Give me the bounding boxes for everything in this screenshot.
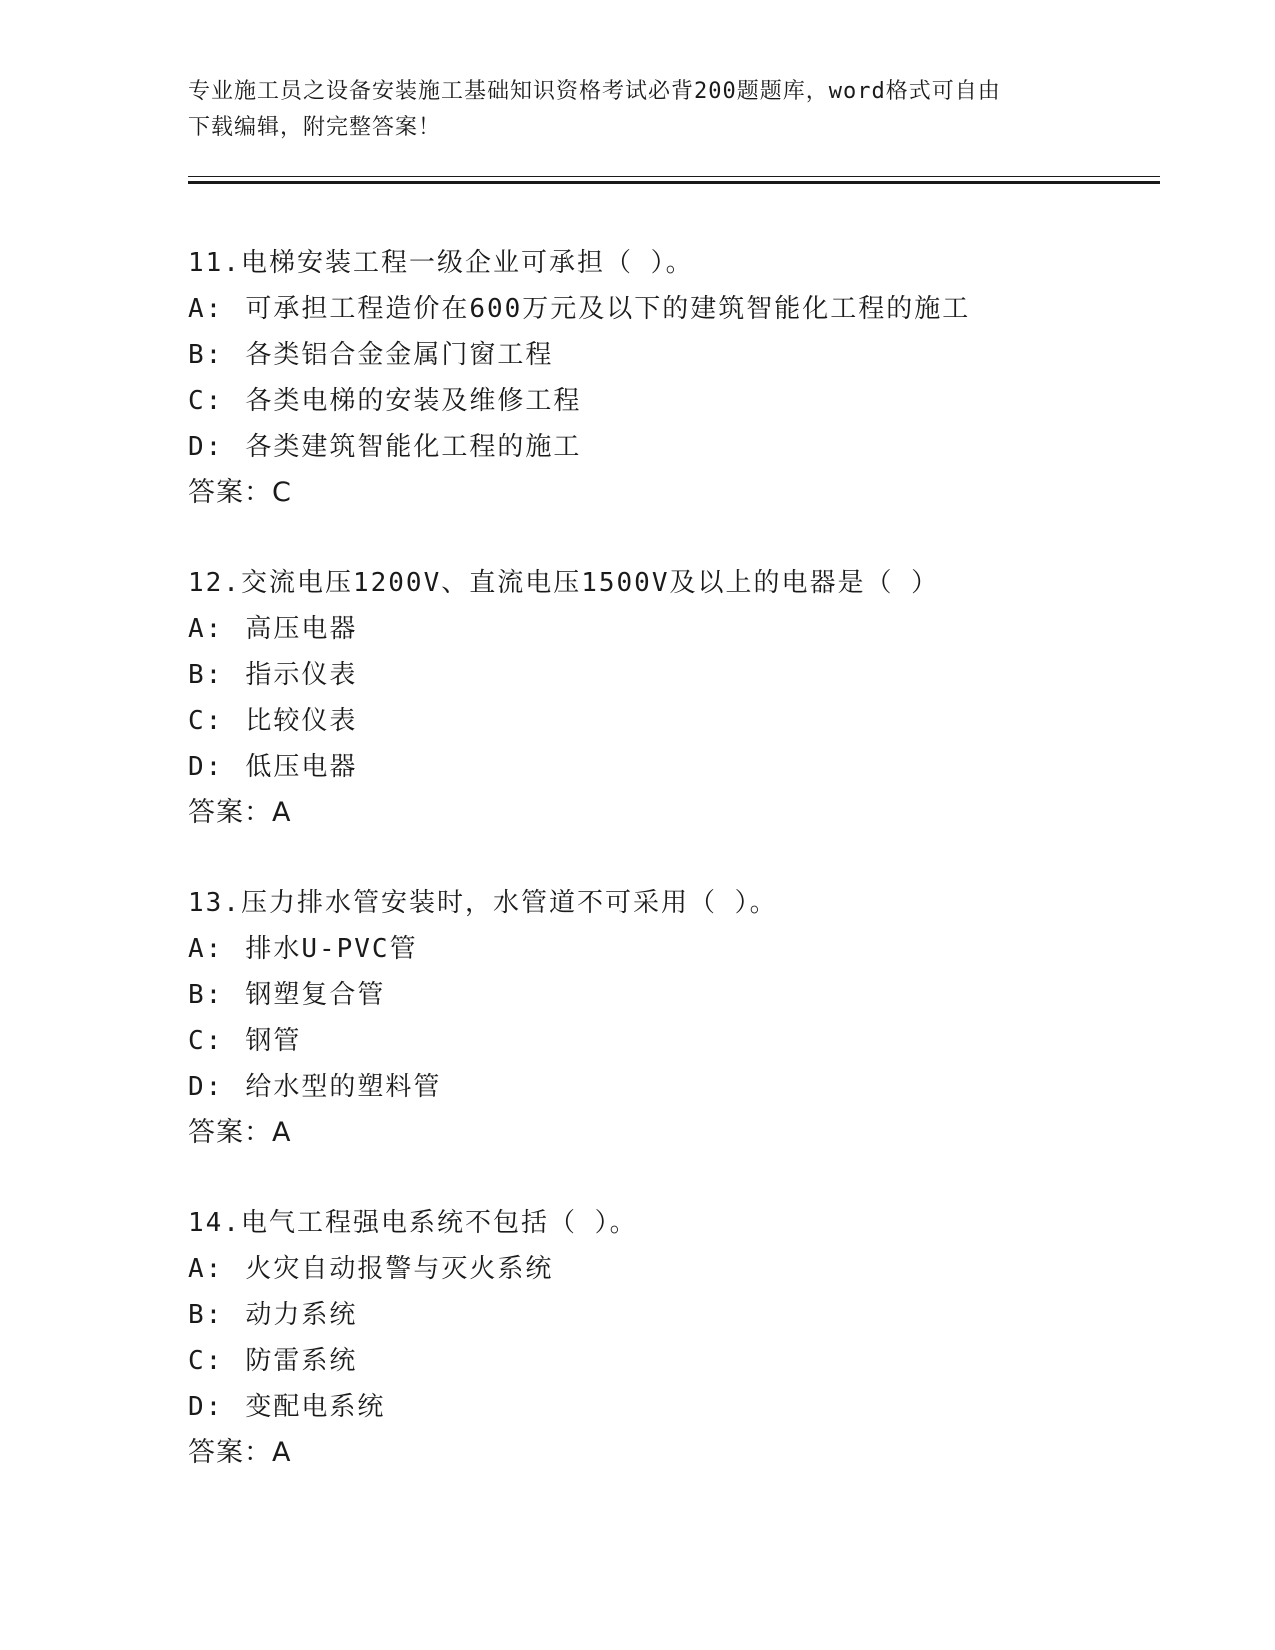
option-text: 低压电器 xyxy=(245,752,358,782)
option-text: 钢塑复合管 xyxy=(245,980,386,1010)
option-a xyxy=(188,926,1188,972)
option-text: 变配电系统 xyxy=(245,1392,386,1422)
question-14 xyxy=(188,1200,1188,1476)
option-c xyxy=(188,698,1188,744)
option-text: 火灾自动报警与灭火系统 xyxy=(245,1254,554,1284)
option-letter: C: xyxy=(188,706,224,736)
option-text: 可承担工程造价在600万元及以下的建筑智能化工程的施工 xyxy=(245,294,971,324)
option-letter: B: xyxy=(188,660,224,690)
option-letter: A: xyxy=(188,614,224,644)
header-divider-thick xyxy=(188,181,1160,184)
option-text: 各类电梯的安装及维修工程 xyxy=(245,386,582,416)
option-text: 指示仪表 xyxy=(245,660,358,690)
option-text: 动力系统 xyxy=(245,1300,358,1330)
option-letter: B: xyxy=(188,340,224,370)
header-divider-thin xyxy=(188,176,1160,177)
answer-line: 答案：A xyxy=(188,797,292,828)
option-b xyxy=(188,652,1188,698)
option-text: 给水型的塑料管 xyxy=(245,1072,442,1102)
option-letter: B: xyxy=(188,1300,224,1330)
document-header xyxy=(188,74,1088,146)
option-letter: C: xyxy=(188,386,224,416)
question-stem: 12.交流电压1200V、直流电压1500V及以上的电器是（ ） xyxy=(188,568,940,598)
option-text: 各类建筑智能化工程的施工 xyxy=(245,432,582,462)
option-text: 比较仪表 xyxy=(245,706,358,736)
option-b xyxy=(188,1292,1188,1338)
header-line-2: 下载编辑，附完整答案！ xyxy=(188,115,442,140)
answer-line: 答案：A xyxy=(188,1117,292,1148)
answer-line: 答案：A xyxy=(188,1437,292,1468)
option-d xyxy=(188,1384,1188,1430)
option-letter: C: xyxy=(188,1026,224,1056)
option-text: 防雷系统 xyxy=(245,1346,358,1376)
option-c xyxy=(188,1018,1188,1064)
option-a xyxy=(188,286,1188,332)
question-stem: 13.压力排水管安装时，水管道不可采用（ ）。 xyxy=(188,888,778,918)
option-letter: B: xyxy=(188,980,224,1010)
option-c xyxy=(188,378,1188,424)
question-13 xyxy=(188,880,1188,1156)
option-text: 各类铝合金金属门窗工程 xyxy=(245,340,554,370)
option-text: 钢管 xyxy=(245,1026,302,1056)
option-text: 排水U-PVC管 xyxy=(245,934,418,964)
option-letter: D: xyxy=(188,432,224,462)
option-b xyxy=(188,332,1188,378)
option-letter: C: xyxy=(188,1346,224,1376)
answer-line: 答案：C xyxy=(188,477,292,508)
option-letter: A: xyxy=(188,934,224,964)
option-a xyxy=(188,606,1188,652)
option-letter: D: xyxy=(188,752,224,782)
option-c xyxy=(188,1338,1188,1384)
option-a xyxy=(188,1246,1188,1292)
option-b xyxy=(188,972,1188,1018)
option-d xyxy=(188,1064,1188,1110)
option-letter: D: xyxy=(188,1392,224,1422)
question-stem: 11.电梯安装工程一级企业可承担（ ）。 xyxy=(188,248,694,278)
header-line-1: 专业施工员之设备安装施工基础知识资格考试必背200题题库，word格式可自由 xyxy=(188,79,1001,104)
option-d xyxy=(188,424,1188,470)
question-12 xyxy=(188,560,1188,836)
option-letter: D: xyxy=(188,1072,224,1102)
question-11 xyxy=(188,240,1188,516)
option-text: 高压电器 xyxy=(245,614,358,644)
option-d xyxy=(188,744,1188,790)
question-stem: 14.电气工程强电系统不包括（ ）。 xyxy=(188,1208,638,1238)
option-letter: A: xyxy=(188,1254,224,1284)
option-letter: A: xyxy=(188,294,224,324)
